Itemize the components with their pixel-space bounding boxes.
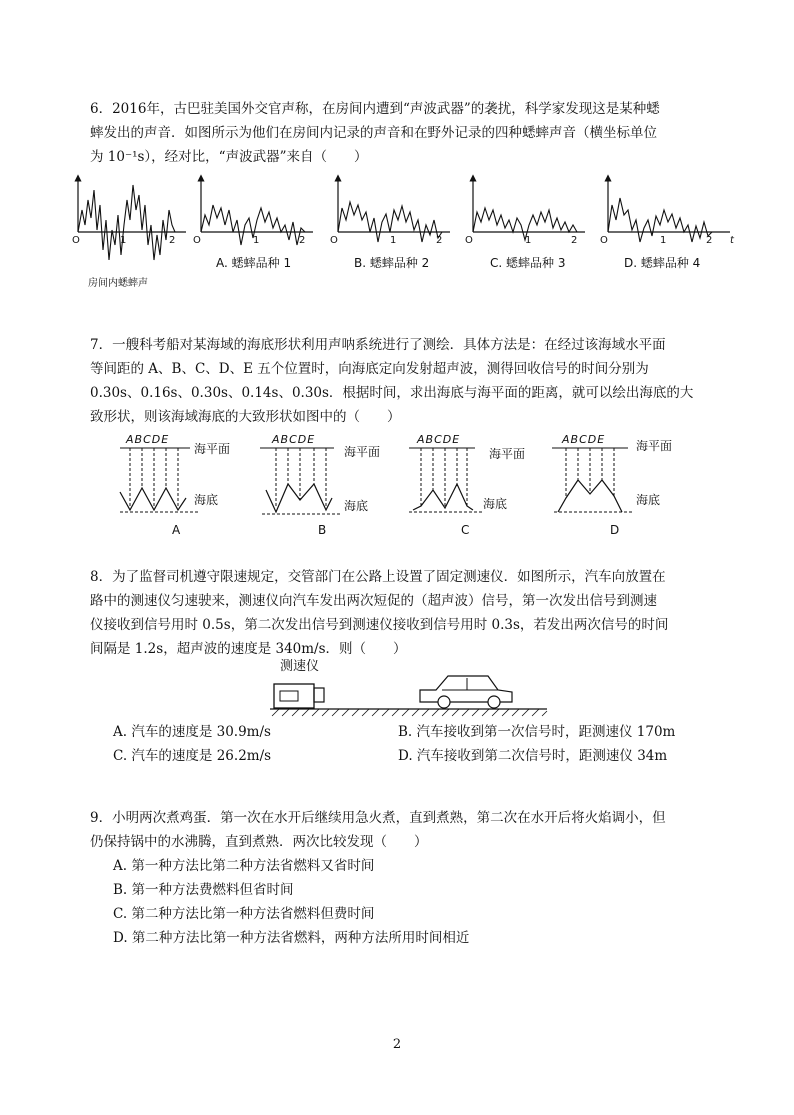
- q6-option-c: C. 蟋蟀品种 3: [490, 256, 566, 270]
- axis-tick-label: 1: [525, 235, 532, 246]
- question-8-line: 间隔是 1.2s，超声波的速度是 340m/s．则（ ）: [90, 641, 407, 657]
- position-labels: ABCDE: [562, 433, 606, 446]
- axis-tick-label: 2: [571, 235, 578, 246]
- cricket-2-graph: [330, 178, 450, 246]
- question-7-line: 0.30s、0.16s、0.30s、0.14s、0.30s．根据时间，求出海底与海平面的距离，就可以绘出海底的大: [90, 385, 694, 401]
- question-8-line: 8．为了监督司机遵守限速规定，交管部门在公路上设置了固定测速仪．如图所示，汽车向放置在: [90, 569, 666, 585]
- page-number: 2: [392, 1037, 402, 1052]
- axis-origin-label: O: [465, 235, 473, 246]
- axis-origin-label: O: [330, 235, 338, 246]
- question-6-line: 蟀发出的声音．如图所示为他们在房间内记录的声音和在野外记录的四种蟋蟀声音（横坐标单位: [90, 125, 657, 141]
- question-8: [90, 565, 700, 661]
- q8-option-a: A. 汽车的速度是 30.9m/s: [113, 724, 271, 740]
- sea-floor-label: 海底: [344, 499, 369, 513]
- q9-option-a: A. 第一种方法比第二种方法省燃料又省时间: [113, 858, 375, 874]
- seafloor-option-c: [409, 433, 525, 537]
- question-6-line: 为 10⁻¹s），经对比，“声波武器”来自（ ）: [90, 149, 368, 165]
- q8-speed-camera-figure: [262, 656, 562, 724]
- option-letter: C: [461, 523, 470, 537]
- speed-camera-icon: [274, 684, 324, 708]
- seafloor-option-b: [260, 433, 380, 537]
- room-sound-graph: [72, 178, 186, 289]
- axis-tick-label: 2: [169, 235, 176, 246]
- q6-option-b: B. 蟋蟀品种 2: [354, 256, 430, 270]
- q8-option-d: D. 汽车接收到第二次信号时，距测速仪 34m: [398, 748, 668, 764]
- car-icon: [420, 676, 512, 708]
- cricket-3-graph: [465, 178, 585, 246]
- axis-tick-label: 2: [706, 235, 713, 246]
- sea-floor-label: 海底: [636, 493, 661, 507]
- question-9-line: 仍保持锅中的水沸腾，直到煮熟．两次比较发现（ ）: [90, 834, 428, 850]
- question-9-line: 9．小明两次煮鸡蛋．第一次在水开后继续用急火煮，直到煮熟，第二次在水开后将火焰调小，但: [90, 810, 666, 826]
- question-8-line: 路中的测速仪匀速驶来，测速仪向汽车发出两次短促的（超声波）信号，第一次发出信号到测速: [90, 593, 657, 609]
- axis-tick-label: 1: [120, 235, 127, 246]
- q9-option-b: B. 第一种方法费燃料但省时间: [113, 882, 294, 898]
- question-6-line: 6．2016年，古巴驻美国外交官声称，在房间内遭到“声波武器”的袭扰，科学家发现这是某种蟋: [90, 101, 660, 117]
- q8-option-c: C. 汽车的速度是 26.2m/s: [113, 748, 272, 764]
- question-8-line: 仪接收到信号用时 0.5s，第二次发出信号到测速仪接收到信号用时 0.3s，若发出两次信号的时间: [90, 617, 669, 633]
- q6-option-d: D. 蟋蟀品种 4: [624, 256, 701, 270]
- question-7-line: 7．一艘科考船对某海域的海底形状利用声呐系统进行了测绘．具体方法是：在经过该海域水平面: [90, 337, 666, 353]
- axis-origin-label: O: [72, 235, 80, 246]
- axis-tick-label: 1: [390, 235, 397, 246]
- position-labels: ABCDE: [272, 433, 316, 446]
- question-9: [90, 806, 700, 950]
- sea-floor-label: 海底: [483, 497, 508, 511]
- axis-tick-label: 2: [299, 235, 306, 246]
- room-sound-label: 房间内蟋蟀声: [88, 278, 148, 289]
- sea-level-label: 海平面: [636, 439, 673, 453]
- q6-waveform-figure: [68, 170, 748, 295]
- option-letter: B: [318, 523, 327, 537]
- sea-level-label: 海平面: [344, 445, 381, 459]
- option-letter: A: [172, 523, 181, 537]
- cricket-1-graph: [193, 178, 313, 246]
- sea-level-label: 海平面: [194, 442, 231, 456]
- seafloor-option-d: [552, 433, 672, 537]
- axis-origin-label: O: [193, 235, 201, 246]
- q9-option-d: D. 第二种方法比第一种方法省燃料，两种方法所用时间相近: [113, 930, 470, 946]
- position-labels: ABCDE: [126, 433, 170, 446]
- q8-option-b: B. 汽车接收到第一次信号时，距测速仪 170m: [398, 724, 676, 740]
- q7-seafloor-figure: [110, 428, 700, 543]
- axis-origin-label: O: [600, 235, 608, 246]
- axis-tick-label: 2: [436, 235, 443, 246]
- question-7-line: 致形状，则该海域海底的大致形状如图中的（ ）: [90, 409, 401, 425]
- sea-level-label: 海平面: [489, 447, 526, 461]
- question-6: [90, 97, 700, 169]
- axis-tick-label: 1: [253, 235, 260, 246]
- seafloor-option-a: [120, 433, 230, 537]
- question-7: [90, 333, 700, 429]
- q6-option-a: A. 蟋蟀品种 1: [216, 256, 292, 270]
- axis-tick-label: 1: [660, 235, 667, 246]
- q9-option-c: C. 第二种方法比第一种方法省燃料但费时间: [113, 906, 375, 922]
- axis-t-label: t: [730, 235, 734, 246]
- ground-hatching: [272, 709, 547, 716]
- sea-floor-label: 海底: [194, 493, 219, 507]
- position-labels: ABCDE: [417, 433, 461, 446]
- cricket-4-graph: [600, 178, 735, 246]
- question-7-line: 等间距的 A、B、C、D、E 五个位置时，向海底定向发射超声波，测得回收信号的时间分别为: [90, 361, 649, 377]
- speed-camera-label: 测速仪: [280, 659, 320, 674]
- option-letter: D: [610, 523, 620, 537]
